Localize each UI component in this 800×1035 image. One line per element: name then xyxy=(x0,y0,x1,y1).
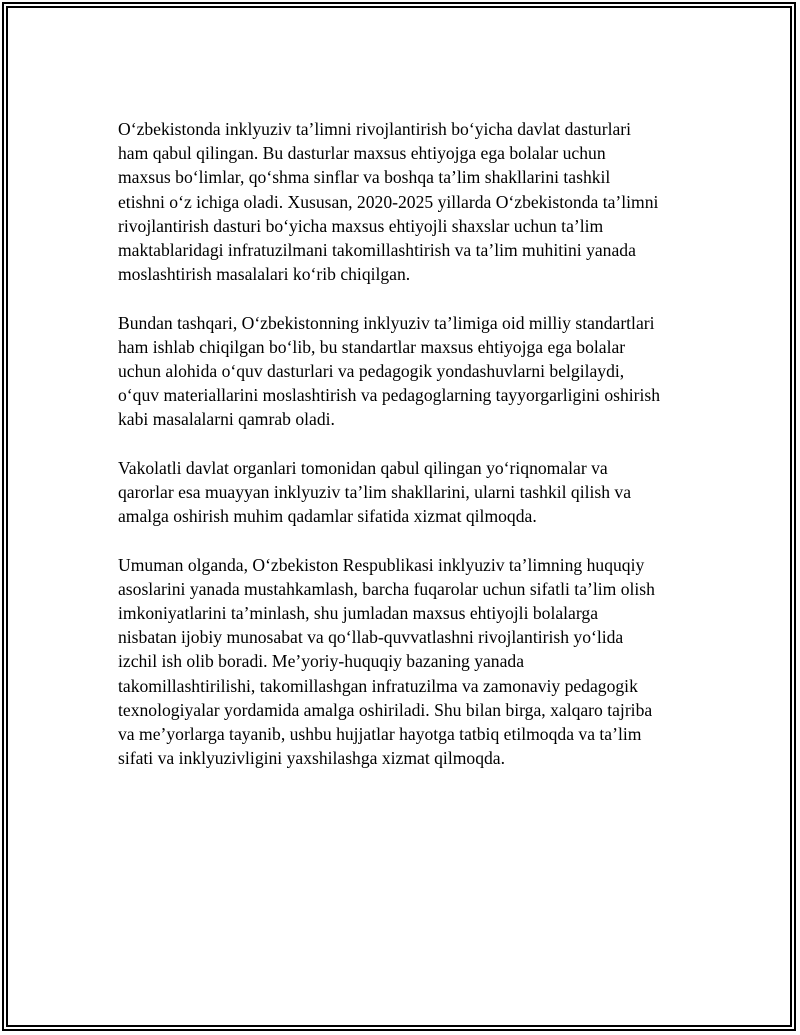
text-line: kabi masalalarni qamrab oladi. xyxy=(118,409,335,430)
text-line: sifati va inklyuzivligini yaxshilashga xizmat qilmoqda. xyxy=(118,748,505,769)
text-line: nisbatan ijobiy munosabat va qo‘llab-quvvatlashni rivojlantirish yo‘lida xyxy=(118,627,624,648)
paragraph-3 xyxy=(118,456,698,529)
text-line: amalga oshirish muhim qadamlar sifatida xizmat qilmoqda. xyxy=(118,506,537,527)
text-line: Umuman olganda, O‘zbekiston Respublikasi inklyuziv ta’limning huquqiy xyxy=(118,554,645,575)
document-body xyxy=(118,117,698,795)
text-line: uchun alohida o‘quv dasturlari va pedagogik yondashuvlarni belgilaydi, xyxy=(118,361,625,382)
text-line: Bundan tashqari, O‘zbekistonning inklyuziv ta’limiga oid milliy standartlari xyxy=(118,312,655,333)
paragraph-4 xyxy=(118,553,698,771)
text-line: texnologiyalar yordamida amalga oshiriladi. Shu bilan birga, xalqaro tajriba xyxy=(118,699,653,720)
paragraph-2 xyxy=(118,311,698,432)
text-line: qarorlar esa muayyan inklyuziv ta’lim shakllarini, ularni tashkil qilish va xyxy=(118,482,632,503)
text-line: o‘quv materiallarini moslashtirish va pedagoglarning tayyorgarligini oshirish xyxy=(118,385,661,406)
text-line: maxsus bo‘limlar, qo‘shma sinflar va boshqa ta’lim shakllarini tashkil xyxy=(118,167,611,188)
text-line: izchil ish olib boradi. Me’yoriy-huquqiy bazaning yanada xyxy=(118,651,525,672)
text-line: takomillashtirilishi, takomillashgan infratuzilma va zamonaviy pedagogik xyxy=(118,675,638,696)
text-line: asoslarini yanada mustahkamlash, barcha fuqarolar uchun sifatli ta’lim olish xyxy=(118,578,655,599)
paragraph-1 xyxy=(118,117,698,286)
text-line: moslashtirish masalalari ko‘rib chiqilgan. xyxy=(118,264,411,285)
text-line: maktablaridagi infratuzilmani takomillashtirish va ta’lim muhitini yanada xyxy=(118,240,636,261)
text-line: Vakolatli davlat organlari tomonidan qabul qilingan yo‘riqnomalar va xyxy=(118,457,608,478)
text-line: O‘zbekistonda inklyuziv ta’limni rivojlantirish bo‘yicha davlat dasturlari xyxy=(118,119,632,139)
text-line: rivojlantirish dasturi bo‘yicha maxsus ehtiyojli shaxslar uchun ta’lim xyxy=(118,215,604,236)
text-line: imkoniyatlarini ta’minlash, shu jumladan maxsus ehtiyojli bolalarga xyxy=(118,603,598,624)
text-line: etishni o‘z ichiga oladi. Xususan, 2020-2025 yillarda O‘zbekistonda ta’limni xyxy=(118,191,659,212)
text-line: ham ishlab chiqilgan bo‘lib, bu standartlar maxsus ehtiyojga ega bolalar xyxy=(118,336,626,357)
text-line: ham qabul qilingan. Bu dasturlar maxsus ehtiyojga ega bolalar uchun xyxy=(118,143,606,164)
text-line: va me’yorlarga tayanib, ushbu hujjatlar hayotga tatbiq etilmoqda va ta’lim xyxy=(118,724,642,745)
